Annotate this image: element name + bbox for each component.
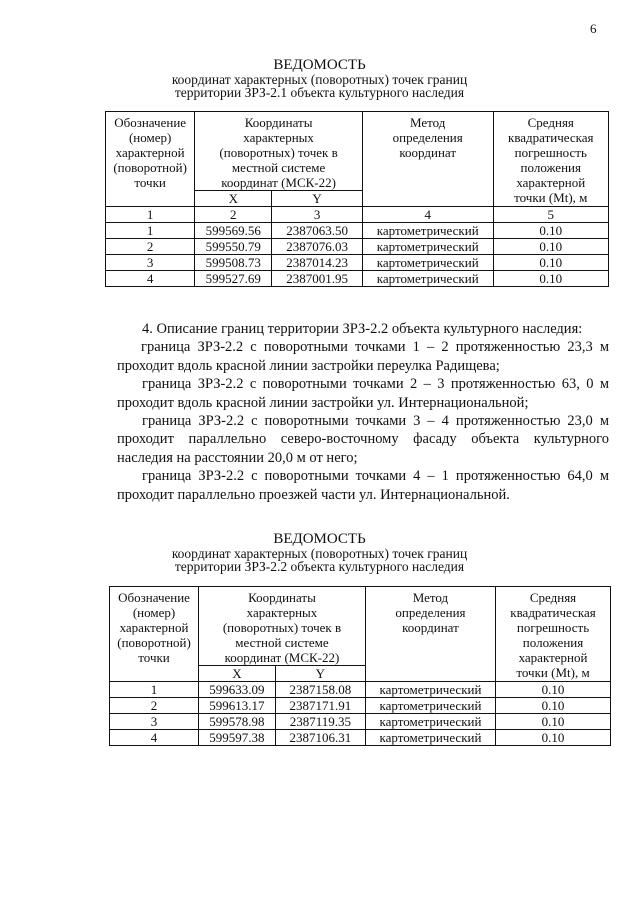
header-error: Средняя квадратическая погрешность положения характерной точки (Mt), м <box>493 112 608 207</box>
table-row <box>110 714 611 730</box>
error: 0.10 <box>493 223 608 239</box>
coord-x: 599508.73 <box>195 255 272 271</box>
header-designation: Обозначение (номер) характерной (поворотной) точки <box>110 587 199 682</box>
table-row <box>110 730 611 746</box>
method: картометрический <box>362 239 493 255</box>
point-number: 1 <box>110 682 199 698</box>
column-number: 2 <box>195 207 272 223</box>
table-header-row <box>106 112 609 191</box>
point-number: 2 <box>110 698 199 714</box>
error: 0.10 <box>493 239 608 255</box>
header-designation: Обозначение (номер) характерной (поворотной) точки <box>106 112 195 207</box>
method: картометрический <box>362 223 493 239</box>
coord-x: 599569.56 <box>195 223 272 239</box>
column-number: 1 <box>106 207 195 223</box>
register1-heading <box>0 57 639 99</box>
table-row <box>110 682 611 698</box>
coord-y: 2387106.31 <box>275 730 365 746</box>
table-row <box>106 271 609 287</box>
table-header-row <box>110 587 611 666</box>
header-y: Y <box>272 191 363 207</box>
coord-y: 2387076.03 <box>272 239 363 255</box>
method: картометрический <box>362 271 493 287</box>
error: 0.10 <box>496 698 611 714</box>
description-p2-line2: проходит вдоль красной линии застройки ул. Интернациональной; <box>117 394 529 411</box>
error: 0.10 <box>496 730 611 746</box>
page-number: 6 <box>590 21 597 36</box>
method: картометрический <box>365 698 495 714</box>
coord-y: 2387063.50 <box>272 223 363 239</box>
coord-x: 599613.17 <box>199 698 276 714</box>
header-coordinates: Координаты характерных (поворотных) точек в местной системе координат (МСК-22) <box>199 587 366 666</box>
error: 0.10 <box>496 682 611 698</box>
header-x: X <box>199 666 276 682</box>
header-error: Средняя квадратическая погрешность положения характерной точки (Mt), м <box>496 587 611 682</box>
error: 0.10 <box>493 271 608 287</box>
column-number: 5 <box>493 207 608 223</box>
header-x: X <box>195 191 272 207</box>
coord-y: 2387014.23 <box>272 255 363 271</box>
column-number: 3 <box>272 207 363 223</box>
coord-x: 599550.79 <box>195 239 272 255</box>
method: картометрический <box>365 730 495 746</box>
description-p3-line2: проходит параллельно северо-восточному фасаду объекта культурного <box>117 431 609 448</box>
coord-y: 2387158.08 <box>275 682 365 698</box>
boundary-description <box>117 320 609 504</box>
register2-subtitle-line1: координат характерных (поворотных) точек границ <box>171 546 468 561</box>
point-number: 3 <box>106 255 195 271</box>
point-number: 3 <box>110 714 199 730</box>
coord-y: 2387001.95 <box>272 271 363 287</box>
coord-x: 599578.98 <box>199 714 276 730</box>
coord-y: 2387171.91 <box>275 698 365 714</box>
table-row <box>106 255 609 271</box>
register1-title: ВЕДОМОСТЬ <box>273 57 366 73</box>
description-heading: 4. Описание границ территории ЗРЗ-2.2 объекта культурного наследия: <box>142 321 583 337</box>
header-y: Y <box>275 666 365 682</box>
point-number: 4 <box>110 730 199 746</box>
description-p3-line1: граница ЗРЗ-2.2 с поворотными точками 3 – 4 протяженностью 23,0 м <box>142 413 609 430</box>
point-number: 1 <box>106 223 195 239</box>
register1-subtitle-line2: территории ЗРЗ-2.1 объекта культурного наследия <box>174 85 465 100</box>
method: картометрический <box>365 714 495 730</box>
register2-table <box>109 586 611 746</box>
coord-x: 599633.09 <box>199 682 276 698</box>
table-row <box>106 223 609 239</box>
method: картометрический <box>365 682 495 698</box>
method: картометрический <box>362 255 493 271</box>
header-coordinates: Координаты характерных (поворотных) точек в местной системе координат (МСК-22) <box>195 112 363 191</box>
coord-x: 599597.38 <box>199 730 276 746</box>
point-number: 2 <box>106 239 195 255</box>
register2-subtitle-line2: территории ЗРЗ-2.2 объекта культурного наследия <box>174 559 465 574</box>
description-p3-line3: наследия на расстоянии 20,0 м от него; <box>117 449 358 466</box>
table-row <box>106 239 609 255</box>
description-p1-line2: проходит вдоль красной линии застройки переулка Радищева; <box>117 357 500 374</box>
coord-y: 2387119.35 <box>275 714 365 730</box>
table-row <box>110 698 611 714</box>
register2-title: ВЕДОМОСТЬ <box>273 531 366 547</box>
register1-subtitle-line1: координат характерных (поворотных) точек границ <box>171 72 468 87</box>
header-method: Метод определения координат <box>365 587 495 682</box>
coord-x: 599527.69 <box>195 271 272 287</box>
description-p4-line1: граница ЗРЗ-2.2 с поворотными точками 4 – 1 протяженностью 64,0 м <box>142 468 609 485</box>
header-method: Метод определения координат <box>362 112 493 207</box>
error: 0.10 <box>496 714 611 730</box>
column-number: 4 <box>362 207 493 223</box>
column-numbers-row <box>106 207 609 223</box>
point-number: 4 <box>106 271 195 287</box>
description-p1-line1: граница ЗРЗ-2.2 с поворотными точками 1 – 2 протяженностью 23,3 м <box>141 339 609 356</box>
error: 0.10 <box>493 255 608 271</box>
register2-heading <box>0 531 639 573</box>
register1-table <box>105 111 609 287</box>
description-p2-line1: граница ЗРЗ-2.2 с поворотными точками 2 – 3 протяженностью 63, 0 м <box>142 376 609 393</box>
description-p4-line2: проходит параллельно проезжей части ул. Интернациональной. <box>117 486 510 503</box>
